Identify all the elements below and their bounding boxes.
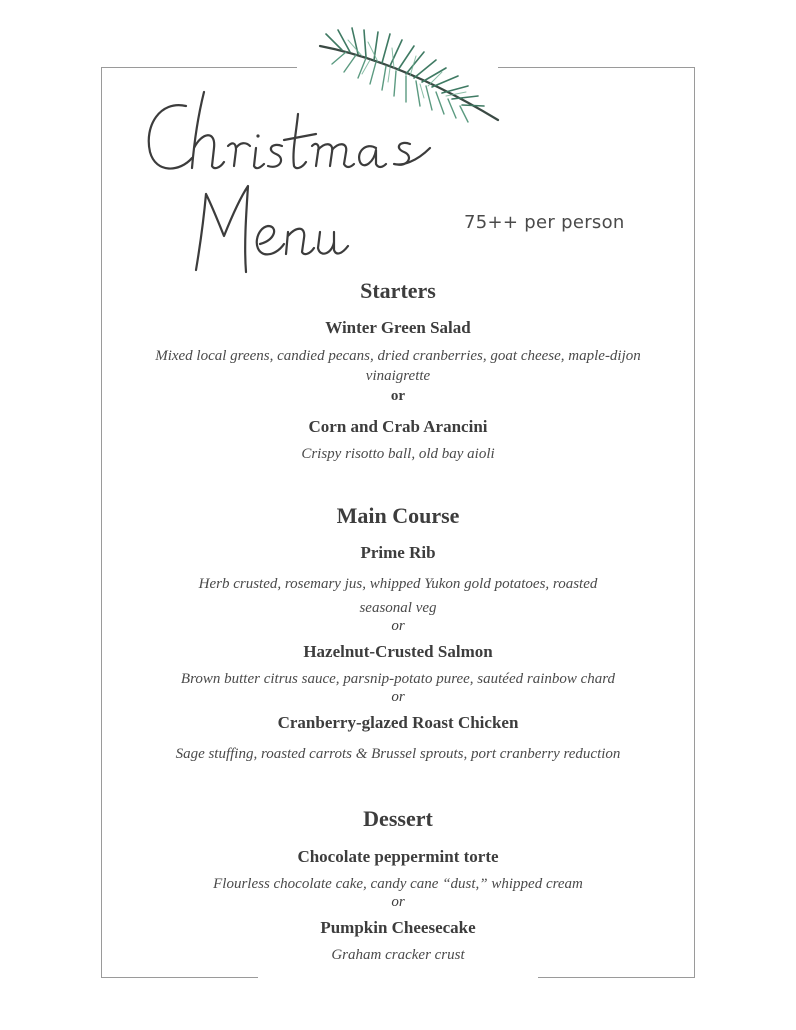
menu-item-winter-green-salad: Winter Green Salad xyxy=(325,318,471,337)
menu-item-desc-pumpkin-cheesecake: Graham cracker crust xyxy=(331,947,465,963)
menu-item-pumpkin-cheesecake: Pumpkin Cheesecake xyxy=(320,918,476,937)
christmas-menu-script-title xyxy=(140,86,440,286)
or-separator: or xyxy=(391,689,405,705)
frame-top-right-line xyxy=(498,67,694,68)
menu-item-desc-roast-chicken: Sage stuffing, roasted carrots & Brussel sprouts, port cranberry reduction xyxy=(175,746,621,762)
frame-bottom-left-line xyxy=(101,977,258,978)
dessert-heading: Dessert xyxy=(363,806,433,831)
main-course-heading: Main Course xyxy=(336,503,460,528)
menu-item-desc-hazelnut-salmon: Brown butter citrus sauce, parsnip-potato puree, sautéed rainbow chard xyxy=(180,671,616,687)
frame-right-line xyxy=(694,67,695,978)
menu-item-prime-rib: Prime Rib xyxy=(360,543,436,562)
or-separator: or xyxy=(391,894,405,910)
frame-bottom-right-line xyxy=(538,977,695,978)
frame-top-left-line xyxy=(101,67,297,68)
menu-item-hazelnut-salmon: Hazelnut-Crusted Salmon xyxy=(303,642,493,661)
menu-item-chocolate-torte: Chocolate peppermint torte xyxy=(297,847,499,866)
or-separator: or xyxy=(391,618,405,634)
menu-item-desc-winter-green-salad-line2: vinaigrette xyxy=(365,368,431,384)
menu-item-desc-winter-green-salad-line1: Mixed local greens, candied pecans, dried cranberries, goat cheese, maple-dijon xyxy=(155,348,641,364)
menu-item-desc-prime-rib-line1: Herb crusted, rosemary jus, whipped Yukon gold potatoes, roasted xyxy=(198,576,598,592)
price-per-person: 75++ per person xyxy=(464,212,625,233)
starters-heading: Starters xyxy=(360,278,436,303)
frame-left-line xyxy=(101,67,102,978)
menu-item-desc-prime-rib-line2: seasonal veg xyxy=(359,600,437,616)
script-title-text: Christmas xyxy=(140,86,146,87)
menu-item-desc-chocolate-torte: Flourless chocolate cake, candy cane “dust,” whipped cream xyxy=(213,876,583,892)
or-separator: or xyxy=(390,388,406,404)
menu-item-desc-corn-crab-arancini: Crispy risotto ball, old bay aioli xyxy=(301,446,495,462)
menu-item-corn-crab-arancini: Corn and Crab Arancini xyxy=(308,417,488,436)
menu-item-roast-chicken: Cranberry-glazed Roast Chicken xyxy=(277,713,519,732)
